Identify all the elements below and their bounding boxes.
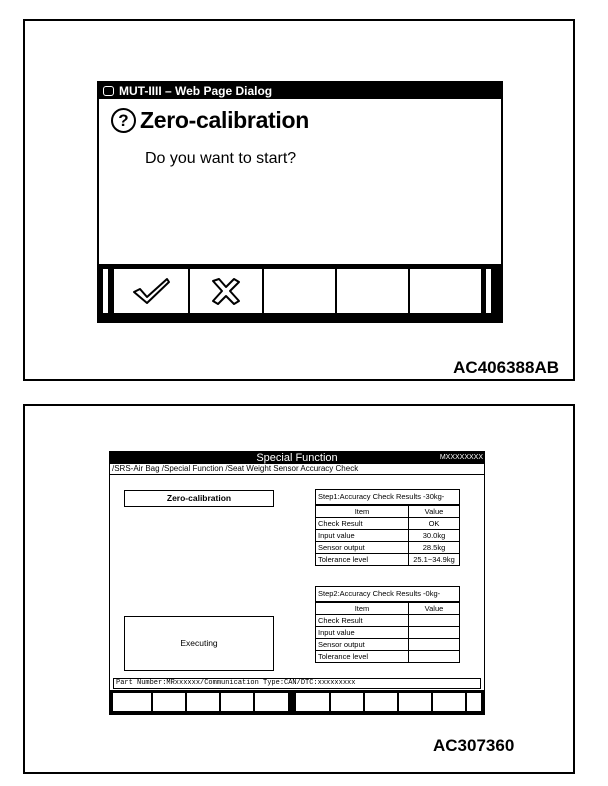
figure-2-panel [23, 404, 575, 774]
web-page-dialog [97, 81, 503, 323]
function-key-9[interactable] [399, 693, 431, 711]
row-value: OK [409, 518, 460, 530]
step1-title: Step1:Accuracy Check Results -30kg- [316, 490, 459, 505]
step1-results-panel [315, 489, 460, 566]
checkmark-icon [131, 276, 171, 306]
window-icon [103, 86, 114, 96]
toolbar-right-edge [486, 269, 491, 313]
executing-status-box: Executing [124, 616, 274, 671]
row-label: Check Result [316, 518, 409, 530]
function-key-2[interactable] [153, 693, 185, 711]
row-label: Check Result [316, 615, 409, 627]
dialog-title: Zero-calibration [140, 107, 310, 133]
row-value [409, 639, 460, 651]
table-row [316, 627, 459, 639]
dialog-heading [111, 107, 309, 137]
function-key-6[interactable] [296, 693, 329, 711]
dialog-toolbar [99, 264, 501, 321]
value-header: Value [409, 506, 460, 518]
ok-button[interactable] [114, 269, 188, 313]
function-key-3[interactable] [187, 693, 219, 711]
step2-table [316, 602, 459, 662]
cross-icon [209, 276, 243, 306]
table-row [316, 530, 459, 542]
row-label: Sensor output [316, 639, 409, 651]
row-value [409, 651, 460, 663]
function-key-8[interactable] [365, 693, 397, 711]
step2-title: Step2:Accuracy Check Results -0kg- [316, 587, 459, 602]
row-label: Input value [316, 530, 409, 542]
figure-1-panel [23, 19, 575, 381]
table-header-row [316, 603, 459, 615]
table-row [316, 639, 459, 651]
function-key-11[interactable] [467, 693, 481, 711]
dialog-titlebar [99, 83, 501, 99]
figure-1-caption: AC406388AB [453, 358, 559, 377]
table-header-row [316, 506, 459, 518]
zero-calibration-label: Zero-calibration [124, 490, 274, 507]
function-key-10[interactable] [433, 693, 465, 711]
row-label: Input value [316, 627, 409, 639]
function-key-7[interactable] [331, 693, 363, 711]
row-value: 30.0kg [409, 530, 460, 542]
special-function-screen [109, 451, 485, 715]
function-key-4[interactable] [221, 693, 253, 711]
screen-title: Special Function [256, 452, 338, 464]
row-value [409, 615, 460, 627]
toolbar-left-edge [103, 269, 108, 313]
step2-results-panel [315, 586, 460, 663]
row-value: 25.1~34.9kg [409, 554, 460, 566]
screen-titlebar [110, 452, 484, 464]
toolbar-empty-button-4[interactable] [337, 269, 408, 313]
function-key-5[interactable] [255, 693, 288, 711]
screen-tag: MXXXXXXXX [439, 454, 483, 461]
row-label: Tolerance level [316, 651, 409, 663]
toolbar-empty-button-5[interactable] [410, 269, 481, 313]
dialog-window-title: MUT-IIII – Web Page Dialog [119, 84, 273, 98]
item-header: Item [316, 506, 409, 518]
row-label: Tolerance level [316, 554, 409, 566]
table-row [316, 542, 459, 554]
row-label: Sensor output [316, 542, 409, 554]
toolbar-empty-button-3[interactable] [264, 269, 335, 313]
table-row [316, 518, 459, 530]
breadcrumb[interactable]: /SRS-Air Bag /Special Function /Seat Weight Sensor Accuracy Check [110, 464, 484, 475]
dialog-message: Do you want to start? [145, 150, 297, 167]
table-row [316, 651, 459, 663]
function-key-1[interactable] [113, 693, 151, 711]
cancel-button[interactable] [190, 269, 262, 313]
row-value: 28.5kg [409, 542, 460, 554]
step1-table [316, 505, 459, 565]
help-icon: ? [111, 108, 136, 133]
function-key-bar [110, 690, 484, 714]
table-row [316, 554, 459, 566]
value-header: Value [409, 603, 460, 615]
row-value [409, 627, 460, 639]
table-row [316, 615, 459, 627]
status-line: Part Number:MRxxxxxx/Communication Type:CAN/DTC:xxxxxxxxx [113, 678, 481, 689]
figure-2-caption: AC307360 [433, 736, 515, 755]
item-header: Item [316, 603, 409, 615]
